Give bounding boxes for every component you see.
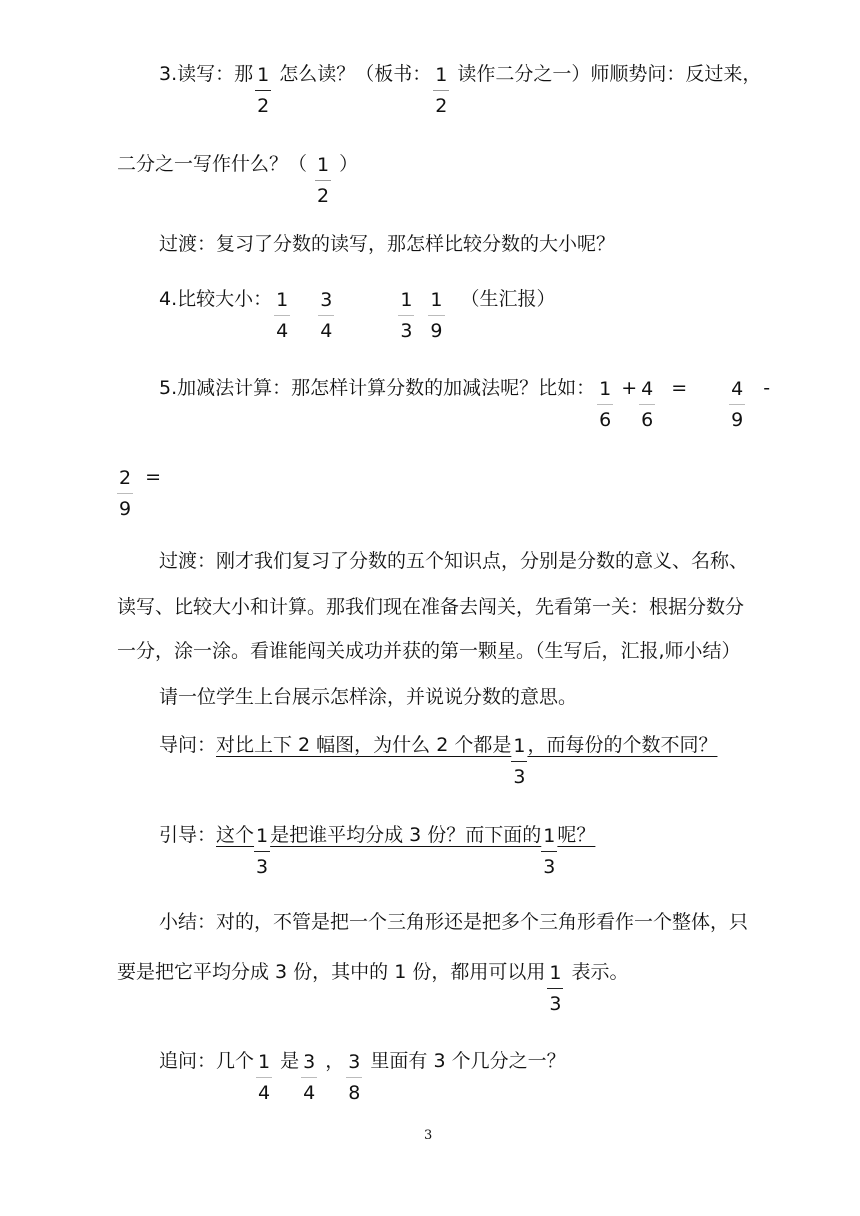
page-number: 3 [424,1128,433,1143]
text: 4.比较大小： [159,288,273,310]
line-guide [159,823,595,878]
text: 要是把它平均分成 3 份，其中的 1 份，都用可以用 [117,961,546,983]
fraction-bar [254,851,270,852]
equals-sign: = [145,466,162,488]
line-follow-up [159,1049,566,1104]
line-reading-writing [159,62,761,117]
denominator: 3 [400,320,413,342]
text: 对比上下 2 幅图，为什么 2 个都是 [216,734,512,756]
denominator: 3 [256,856,269,878]
fraction-bar [318,315,334,316]
fraction [398,289,414,343]
denominator: 8 [348,1082,361,1104]
text: 表示。 [565,961,629,983]
text: 5.加减法计算：那怎样计算分数的加减法呢？比如： [159,377,596,399]
fraction-bar [117,493,133,494]
text: 小结：对的，不管是把一个三角形还是把多个三角形看作一个整体，只 [159,911,749,933]
minus-sign: - [763,377,771,399]
text: 3.读写：那 [159,63,254,85]
fraction [274,289,290,343]
denominator: 4 [276,320,289,342]
numerator: 1 [258,1051,271,1073]
fraction-bar [597,404,613,405]
fraction [346,1051,362,1105]
text: ， [319,1050,345,1072]
fraction-bar [511,761,527,762]
fraction [117,467,133,521]
numerator: 1 [599,378,612,400]
denominator: 9 [119,498,132,520]
denominator: 4 [258,1082,271,1104]
fraction-bar [541,851,557,852]
numerator: 4 [731,378,744,400]
fraction-bar [256,1077,272,1078]
fraction [541,825,557,879]
numerator: 3 [303,1051,316,1073]
numerator: 1 [317,154,330,176]
line-transition-compare [159,232,615,256]
numerator: 1 [543,825,556,847]
denominator: 6 [599,409,612,431]
text: 读写、比较大小和计算。那我们现在准备去闯关，先看第一关：根据分数分 [117,596,745,618]
fraction [318,289,334,343]
numerator: 1 [256,825,269,847]
denominator: 3 [549,993,562,1015]
line-student-demo [159,685,577,709]
denominator: 2 [317,185,330,207]
fraction [729,378,745,432]
numerator: 1 [257,64,270,86]
line-add-subtract [159,376,770,431]
fraction [301,1051,317,1105]
denominator: 2 [435,95,448,117]
line-summary [159,910,748,934]
fraction [428,289,444,343]
numerator: 1 [435,64,448,86]
line-level-one [117,595,744,619]
text: 追问：几个 [159,1050,255,1072]
fraction-bar [433,90,449,91]
text: ） [339,153,359,175]
numerator: 3 [348,1051,361,1073]
fraction-bar [428,315,444,316]
text: 读作二分之一）师顺势问：反过来， [451,63,762,85]
fraction [256,1051,272,1105]
text: 过渡：刚才我们复习了分数的五个知识点，分别是分数的意义、名称、 [159,550,749,572]
line-compare-size [159,287,556,342]
fraction-bar [315,180,331,181]
fraction [433,64,449,118]
text: 怎么读？（板书： [273,63,432,85]
numerator: 2 [119,467,132,489]
text: 是把谁平均分成 3 份？而下面的 [270,824,542,846]
numerator: 1 [276,289,289,311]
numerator: 1 [400,289,413,311]
fraction [639,378,655,432]
text: 这个 [216,824,255,846]
denominator: 9 [430,320,443,342]
denominator: 9 [731,409,744,431]
denominator: 2 [257,95,270,117]
text: 请一位学生上台展示怎样涂，并说说分数的意思。 [159,686,578,708]
fraction-bar [301,1077,317,1078]
line-guiding-question [159,733,717,788]
fraction [511,735,527,789]
denominator: 3 [543,856,556,878]
fraction-bar [547,988,563,989]
text: 过渡：复习了分数的读写，那怎样比较分数的大小呢？ [159,233,616,255]
fraction [315,154,331,208]
fraction [254,825,270,879]
line-subtract-continued [115,465,161,520]
fraction-bar [346,1077,362,1078]
line-paint [117,639,741,663]
numerator: 4 [641,378,654,400]
line-write-question [117,152,358,207]
fraction-bar [729,404,745,405]
fraction-bar [398,315,414,316]
text: 引导： [159,824,217,846]
numerator: 1 [549,962,562,984]
fraction-bar [274,315,290,316]
equals-sign: = [671,377,688,399]
plus-sign: + [621,377,638,399]
line-summary-continued [117,960,628,1015]
underlined-guide [216,824,596,878]
denominator: 4 [303,1082,316,1104]
line-transition-review [159,549,748,573]
text: ，而每份的个数不同？ [527,734,718,756]
fraction [255,64,271,118]
underlined-question [216,734,718,788]
denominator: 6 [641,409,654,431]
numerator: 1 [513,735,526,757]
fraction-bar [639,404,655,405]
fraction [597,378,613,432]
text: 一分，涂一涂。看谁能闯关成功并获的第一颗星。（生写后，汇报,师小结） [117,640,741,662]
text: 是 [274,1050,300,1072]
text: 二分之一写作什么？（ [117,153,308,175]
denominator: 4 [320,320,333,342]
numerator: 3 [320,289,333,311]
fraction-bar [255,90,271,91]
fraction [547,962,563,1016]
denominator: 3 [513,766,526,788]
text: 导问： [159,734,217,756]
text: （生汇报） [460,288,556,310]
text: 里面有 3 个几分之一？ [364,1050,566,1072]
numerator: 1 [430,289,443,311]
text: 呢？ [557,824,596,846]
